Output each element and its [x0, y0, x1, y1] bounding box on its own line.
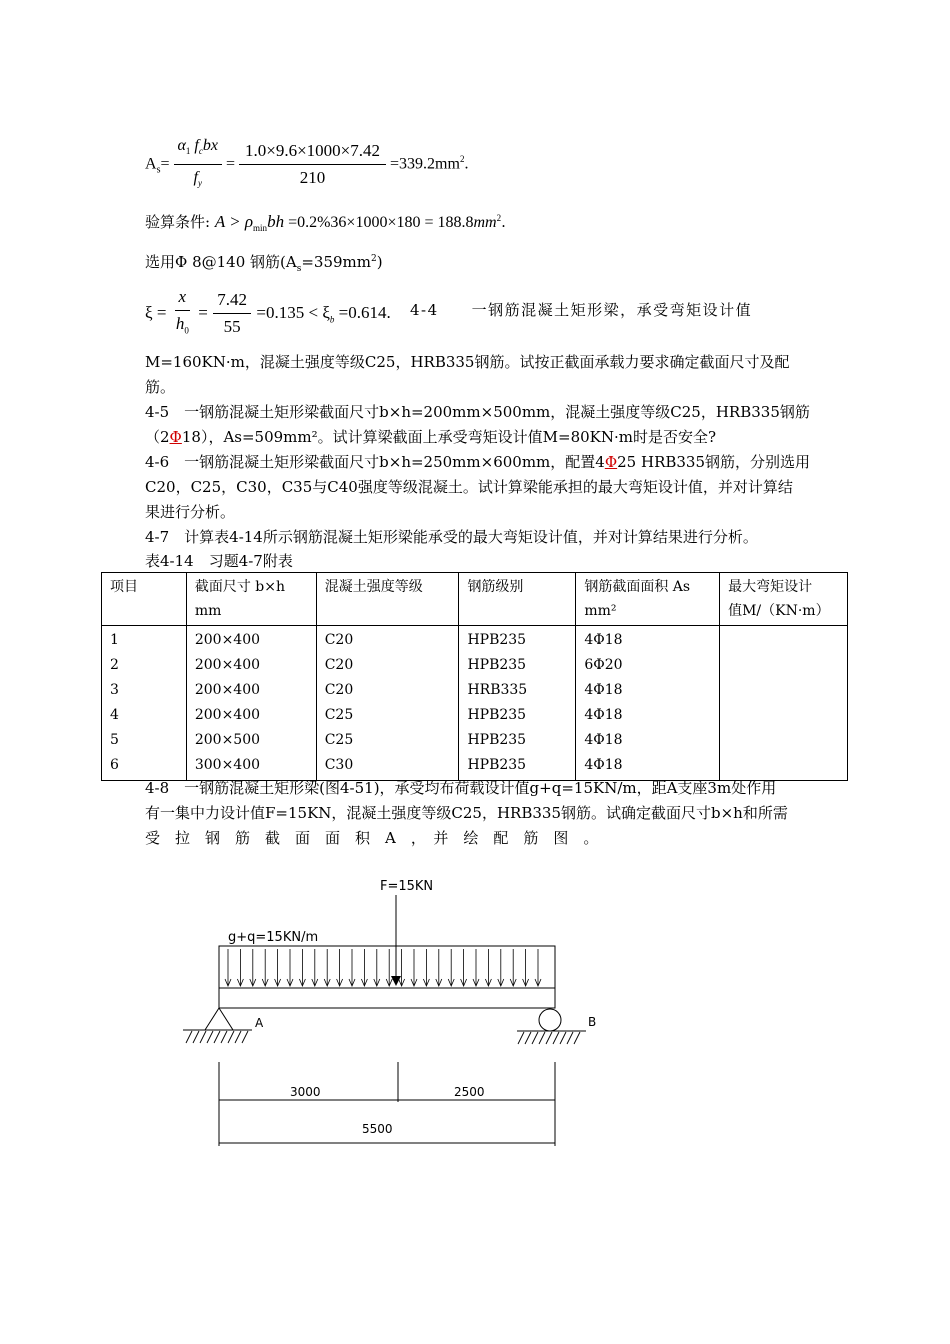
select-sup: 2 [370, 254, 377, 264]
check-label: 验算条件: [145, 213, 215, 231]
ground-hatch-line [207, 1031, 213, 1043]
ground-hatch-line [235, 1031, 241, 1043]
xi-den: h [175, 314, 185, 333]
cell-size: 200×400 [194, 657, 261, 673]
select-sub: s [296, 264, 302, 274]
beam [219, 988, 555, 1008]
table-body-row [102, 626, 848, 781]
cell-concrete: C20 [324, 682, 354, 698]
cell-concrete: C25 [324, 732, 354, 748]
formula-as-lhs-sub: s [156, 164, 161, 176]
col-moment [720, 626, 848, 781]
check-unit-sup: 2 [496, 213, 502, 223]
header-item: 项目 [110, 579, 138, 595]
ground-hatch-line [553, 1032, 559, 1044]
xi-frac2 [213, 287, 251, 340]
bx: bx [202, 137, 218, 154]
ground-hatch-line [214, 1031, 220, 1043]
check-expr-sub: min [253, 223, 268, 233]
ground-hatch-line [560, 1032, 566, 1044]
formula-as-eq2: = [225, 155, 235, 173]
col-steel [459, 626, 576, 781]
cell-steel: HPB235 [467, 707, 527, 723]
ground-hatch-line [518, 1032, 524, 1044]
ground-hatch-line [532, 1032, 538, 1044]
ground-hatch-line [242, 1031, 248, 1043]
check-end: . [501, 213, 506, 231]
formula-as-result: =339.2mm [390, 155, 460, 173]
p44-cont-2: 筋。 [145, 378, 176, 396]
cell-area: 4Φ18 [584, 732, 623, 748]
cell-area: 4Φ18 [584, 757, 623, 773]
cell-item: 3 [110, 682, 119, 698]
cell-steel: HPB235 [467, 657, 527, 673]
p47-line: 4-7 计算表4-14所示钢筋混凝土矩形梁能承受的最大弯矩设计值，并对计算结果进行分析。 [145, 528, 758, 546]
formula-as-frac1 [174, 133, 222, 196]
table-header-row [102, 573, 848, 626]
xi-line [145, 284, 391, 343]
check-unit: mm [473, 214, 497, 231]
cell-concrete: C30 [324, 757, 354, 773]
dim-3000: 3000 [290, 1085, 321, 1099]
xi-den-sub: 0 [184, 325, 189, 336]
cell-item: 1 [110, 632, 119, 648]
cell-steel: HPB235 [467, 632, 527, 648]
cell-item: 4 [110, 707, 119, 723]
col-area [576, 626, 720, 781]
cell-concrete: C25 [324, 707, 354, 723]
header-area: 钢筋截面面积 As [584, 579, 691, 595]
table-header-cell [316, 573, 459, 626]
ground-hatch-line [574, 1032, 580, 1044]
cell-item: 2 [110, 657, 119, 673]
cell-steel: HPB235 [467, 732, 527, 748]
table-header-cell [576, 573, 720, 626]
p46-1a: 4-6 一钢筋混凝土矩形梁截面尺寸b×h=250mm×600mm，配置4 [145, 453, 605, 471]
phi-symbol: Φ [169, 428, 182, 446]
ground-hatch-line [567, 1032, 573, 1044]
p48-line-3: 受 拉 钢 筋 截 面 面 积 A ， 并 绘 配 筋 图 。 [145, 829, 599, 847]
formula-as-num2: 1.0×9.6×1000×7.42 [239, 138, 386, 165]
dim-5500: 5500 [362, 1122, 393, 1136]
cell-area: 4Φ18 [584, 682, 623, 698]
select-text-c: ) [376, 253, 383, 271]
alpha: α [177, 137, 186, 154]
fc: f [194, 137, 199, 154]
xi-frac1 [172, 284, 193, 343]
roller-support-b [539, 1009, 561, 1031]
xi-num: x [175, 284, 191, 311]
col-items [102, 626, 187, 781]
cell-area: 4Φ18 [584, 707, 623, 723]
header-size: 截面尺寸 b×h [194, 579, 286, 595]
col-concrete [316, 626, 459, 781]
xi-num2: 7.42 [213, 287, 251, 314]
p48-line-1: 4-8 一钢筋混凝土矩形梁(图4-51)，承受均布荷载设计值g+q=15KN/m，距A支座3m处作用 [145, 779, 777, 797]
ground-hatch-line [186, 1031, 192, 1043]
cell-item: 5 [110, 732, 119, 748]
p46-line-1 [145, 451, 810, 472]
formula-as [145, 133, 468, 196]
ground-hatch-line [228, 1031, 234, 1043]
cell-size: 200×400 [194, 632, 261, 648]
ground-hatch-line [193, 1031, 199, 1043]
check-expr-c: =0.2%36×1000×180 = 188.8 [284, 214, 474, 231]
col-size [186, 626, 316, 781]
header-steel: 钢筋级别 [467, 579, 524, 595]
formula-as-den2: 210 [299, 168, 326, 188]
fc-sub: c [198, 146, 203, 157]
formula-as-frac2 [239, 138, 386, 191]
cell-area: 6Φ20 [584, 657, 623, 673]
xi-rest: =0.135 < ξ [256, 303, 330, 323]
check-expr-b: bh [267, 212, 285, 231]
xi-den2: 55 [223, 317, 241, 337]
header-size-unit: mm [194, 603, 222, 619]
table-4-14 [101, 572, 848, 781]
header-moment: 最大弯矩设计 [728, 579, 813, 595]
table-header-cell [459, 573, 576, 626]
cell-size: 200×400 [194, 682, 261, 698]
cell-concrete: C20 [324, 657, 354, 673]
check-line [145, 211, 506, 233]
cell-size: 200×400 [194, 707, 261, 723]
ground-hatch-line [221, 1031, 227, 1043]
table-header-cell [720, 573, 848, 626]
p46-line-3: 果进行分析。 [145, 503, 236, 521]
xi-rest2: =0.614. [334, 303, 391, 323]
check-expr-a: A > ρ [214, 212, 254, 231]
table-header-cell [102, 573, 187, 626]
support-b-label: B [588, 1015, 597, 1029]
table-caption: 表4-14 习题4-7附表 [145, 552, 293, 570]
cell-size: 200×500 [194, 732, 261, 748]
header-area-unit: mm² [584, 603, 617, 619]
phi-symbol: Φ [604, 453, 618, 471]
p46-line-2: C20，C25，C30，C35与C40强度等级混凝土。试计算梁能承担的最大弯矩设计值，并对计算结 [145, 478, 793, 496]
formula-as-eq: = [160, 155, 170, 173]
select-text-a: 选用Φ 8@140 钢筋(A [145, 253, 297, 271]
alpha-sub: 1 [185, 146, 191, 157]
header-moment-unit: 值M/（KN·m） [728, 603, 830, 619]
p44-cont-1: M=160KN·m，混凝土强度等级C25，HRB335钢筋。试按正截面承载力要求确定截面尺寸及配 [145, 353, 790, 371]
xi-symbol: ξ = [145, 303, 167, 323]
p46-1b: 25 HRB335钢筋，分别选用 [617, 453, 811, 471]
fy-sub: y [197, 178, 202, 189]
select-text-b: =359mm [301, 253, 371, 271]
cell-area: 4Φ18 [584, 632, 623, 648]
cell-concrete: C20 [324, 632, 354, 648]
p45-line-1: 4-5 一钢筋混凝土矩形梁截面尺寸b×h=200mm×500mm，混凝土强度等级C25，HRB335钢筋 [145, 403, 810, 421]
table-header-cell [186, 573, 316, 626]
ground-hatch-line [546, 1032, 552, 1044]
p48-line-2: 有一集中力设计值F=15KN，混凝土强度等级C25，HRB335钢筋。试确定截面尺寸b×h和所需 [145, 804, 788, 822]
formula-as-result-sup: 2 [459, 154, 465, 165]
formula-as-result-end: . [464, 155, 469, 173]
xi-rest-sub: b [329, 314, 335, 325]
force-label: F=15KN [380, 879, 434, 894]
pin-support-a [205, 1008, 233, 1030]
header-concrete: 混凝土强度等级 [324, 579, 423, 595]
beam-diagram [0, 860, 950, 1160]
cell-item: 6 [110, 757, 119, 773]
formula-as-lhs: A [145, 155, 157, 173]
select-line [145, 251, 383, 274]
ground-hatch-a [186, 1031, 248, 1043]
dim-2500: 2500 [454, 1085, 485, 1099]
ground-hatch-line [200, 1031, 206, 1043]
xi-eq: = [198, 303, 208, 323]
p45-line-2 [145, 426, 716, 447]
load-label: g+q=15KN/m [228, 930, 319, 945]
ground-hatch-b [518, 1032, 580, 1044]
distributed-load-arrows [225, 949, 541, 986]
cell-size: 300×400 [194, 757, 261, 773]
cell-steel: HRB335 [467, 682, 528, 698]
ground-hatch-line [525, 1032, 531, 1044]
cell-steel: HPB235 [467, 757, 527, 773]
support-a-label: A [255, 1016, 264, 1030]
p45-2b: 18），As=509mm²。试计算梁截面上承受弯矩设计值M=80KN·m时是否安全? [181, 428, 717, 446]
fy: f [193, 169, 198, 187]
p44-head: 4-4 一钢筋混凝土矩形梁，承受弯矩设计值 [410, 301, 753, 319]
ground-hatch-line [539, 1032, 545, 1044]
p45-2a: （2 [145, 428, 170, 446]
